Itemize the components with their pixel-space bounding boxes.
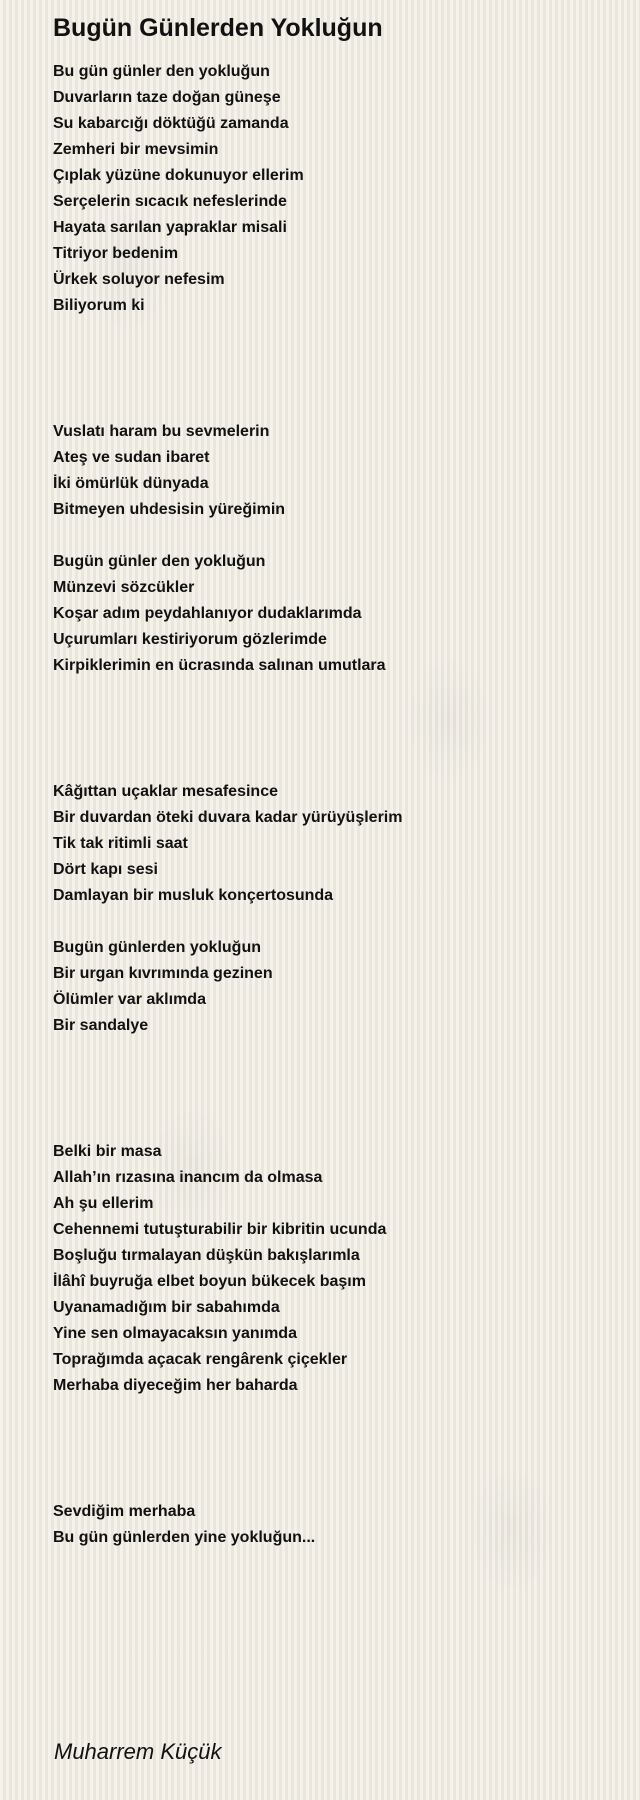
poem-line: Titriyor bedenim <box>53 245 179 262</box>
poem-author: Muharrem Küçük <box>54 1739 222 1764</box>
stanza-3 <box>53 549 613 679</box>
poem-line: Ateş ve sudan ibaret <box>53 449 210 466</box>
poem-line: Koşar adım peydahlanıyor dudaklarımda <box>53 605 362 622</box>
poem-title: Bugün Günlerden Yokluğun <box>53 14 383 42</box>
stanza-7 <box>53 1499 613 1551</box>
poem-line: Bu gün günler den yokluğun <box>53 63 270 80</box>
stanza-gap <box>53 523 613 549</box>
stanza-gap <box>53 1399 613 1499</box>
poem-line: Ürkek soluyor nefesim <box>53 271 225 288</box>
stanza-gap <box>53 1039 613 1139</box>
poem-line: Münzevi sözcükler <box>53 579 195 596</box>
poem-line: Cehennemi tutuşturabilir bir kibritin ucunda <box>53 1221 387 1238</box>
poem-line: Kirpiklerimin en ücrasında salınan umutlara <box>53 657 386 674</box>
poem-line: Allah’ın rızasına inancım da olmasa <box>53 1169 323 1186</box>
stanza-gap <box>53 679 613 779</box>
poem-line: Tik tak ritimli saat <box>53 835 188 852</box>
poem-line: Zemheri bir mevsimin <box>53 141 219 158</box>
stanza-gap <box>53 909 613 935</box>
stanza-2 <box>53 419 613 523</box>
poem-line: Yine sen olmayacaksın yanımda <box>53 1325 297 1342</box>
poem-line: Biliyorum ki <box>53 297 145 314</box>
stanza-5 <box>53 935 613 1039</box>
poem-line: Bugün günler den yokluğun <box>53 553 266 570</box>
poem-line: Bir urgan kıvrımında gezinen <box>53 965 273 982</box>
poem-line: Duvarların taze doğan güneşe <box>53 89 281 106</box>
stanza-1 <box>53 59 613 319</box>
poem-line: Dört kapı sesi <box>53 861 158 878</box>
stanza-4 <box>53 779 613 909</box>
poem-line: Bu gün günlerden yine yokluğun... <box>53 1529 316 1546</box>
poem-line: İki ömürlük dünyada <box>53 475 209 492</box>
poem-line: Toprağımda açacak rengârenk çiçekler <box>53 1351 348 1368</box>
poem-line: Boşluğu tırmalayan düşkün bakışlarımla <box>53 1247 360 1264</box>
poem-line: Ah şu ellerim <box>53 1195 154 1212</box>
poem-line: Sevdiğim merhaba <box>53 1503 196 1520</box>
poem-line: Bitmeyen uhdesisin yüreğimin <box>53 501 286 518</box>
stanza-gap <box>53 319 613 419</box>
poem-line: Damlayan bir musluk konçertosunda <box>53 887 334 904</box>
poem-line: Merhaba diyeceğim her baharda <box>53 1377 298 1394</box>
poem-line: İlâhî buyruğa elbet boyun bükecek başım <box>53 1273 366 1290</box>
poem-line: Vuslatı haram bu sevmelerin <box>53 423 270 440</box>
poem-line: Belki bir masa <box>53 1143 162 1160</box>
poem-line: Ölümler var aklımda <box>53 991 206 1008</box>
poem-line: Uyanamadığım bir sabahımda <box>53 1299 280 1316</box>
poem-line: Çıplak yüzüne dokunuyor ellerim <box>53 167 304 184</box>
poem-line: Bir duvardan öteki duvara kadar yürüyüşlerim <box>53 809 403 826</box>
poem-line: Bir sandalye <box>53 1017 149 1034</box>
poem-line: Serçelerin sıcacık nefeslerinde <box>53 193 287 210</box>
poem-page <box>53 0 613 1551</box>
stanza-6 <box>53 1139 613 1399</box>
poem-line: Hayata sarılan yapraklar misali <box>53 219 287 236</box>
poem-line: Bugün günlerden yokluğun <box>53 939 261 956</box>
poem-line: Su kabarcığı döktüğü zamanda <box>53 115 289 132</box>
poem-line: Uçurumları kestiriyorum gözlerimde <box>53 631 327 648</box>
poem-line: Kâğıttan uçaklar mesafesince <box>53 783 278 800</box>
poem-body <box>53 59 613 1551</box>
